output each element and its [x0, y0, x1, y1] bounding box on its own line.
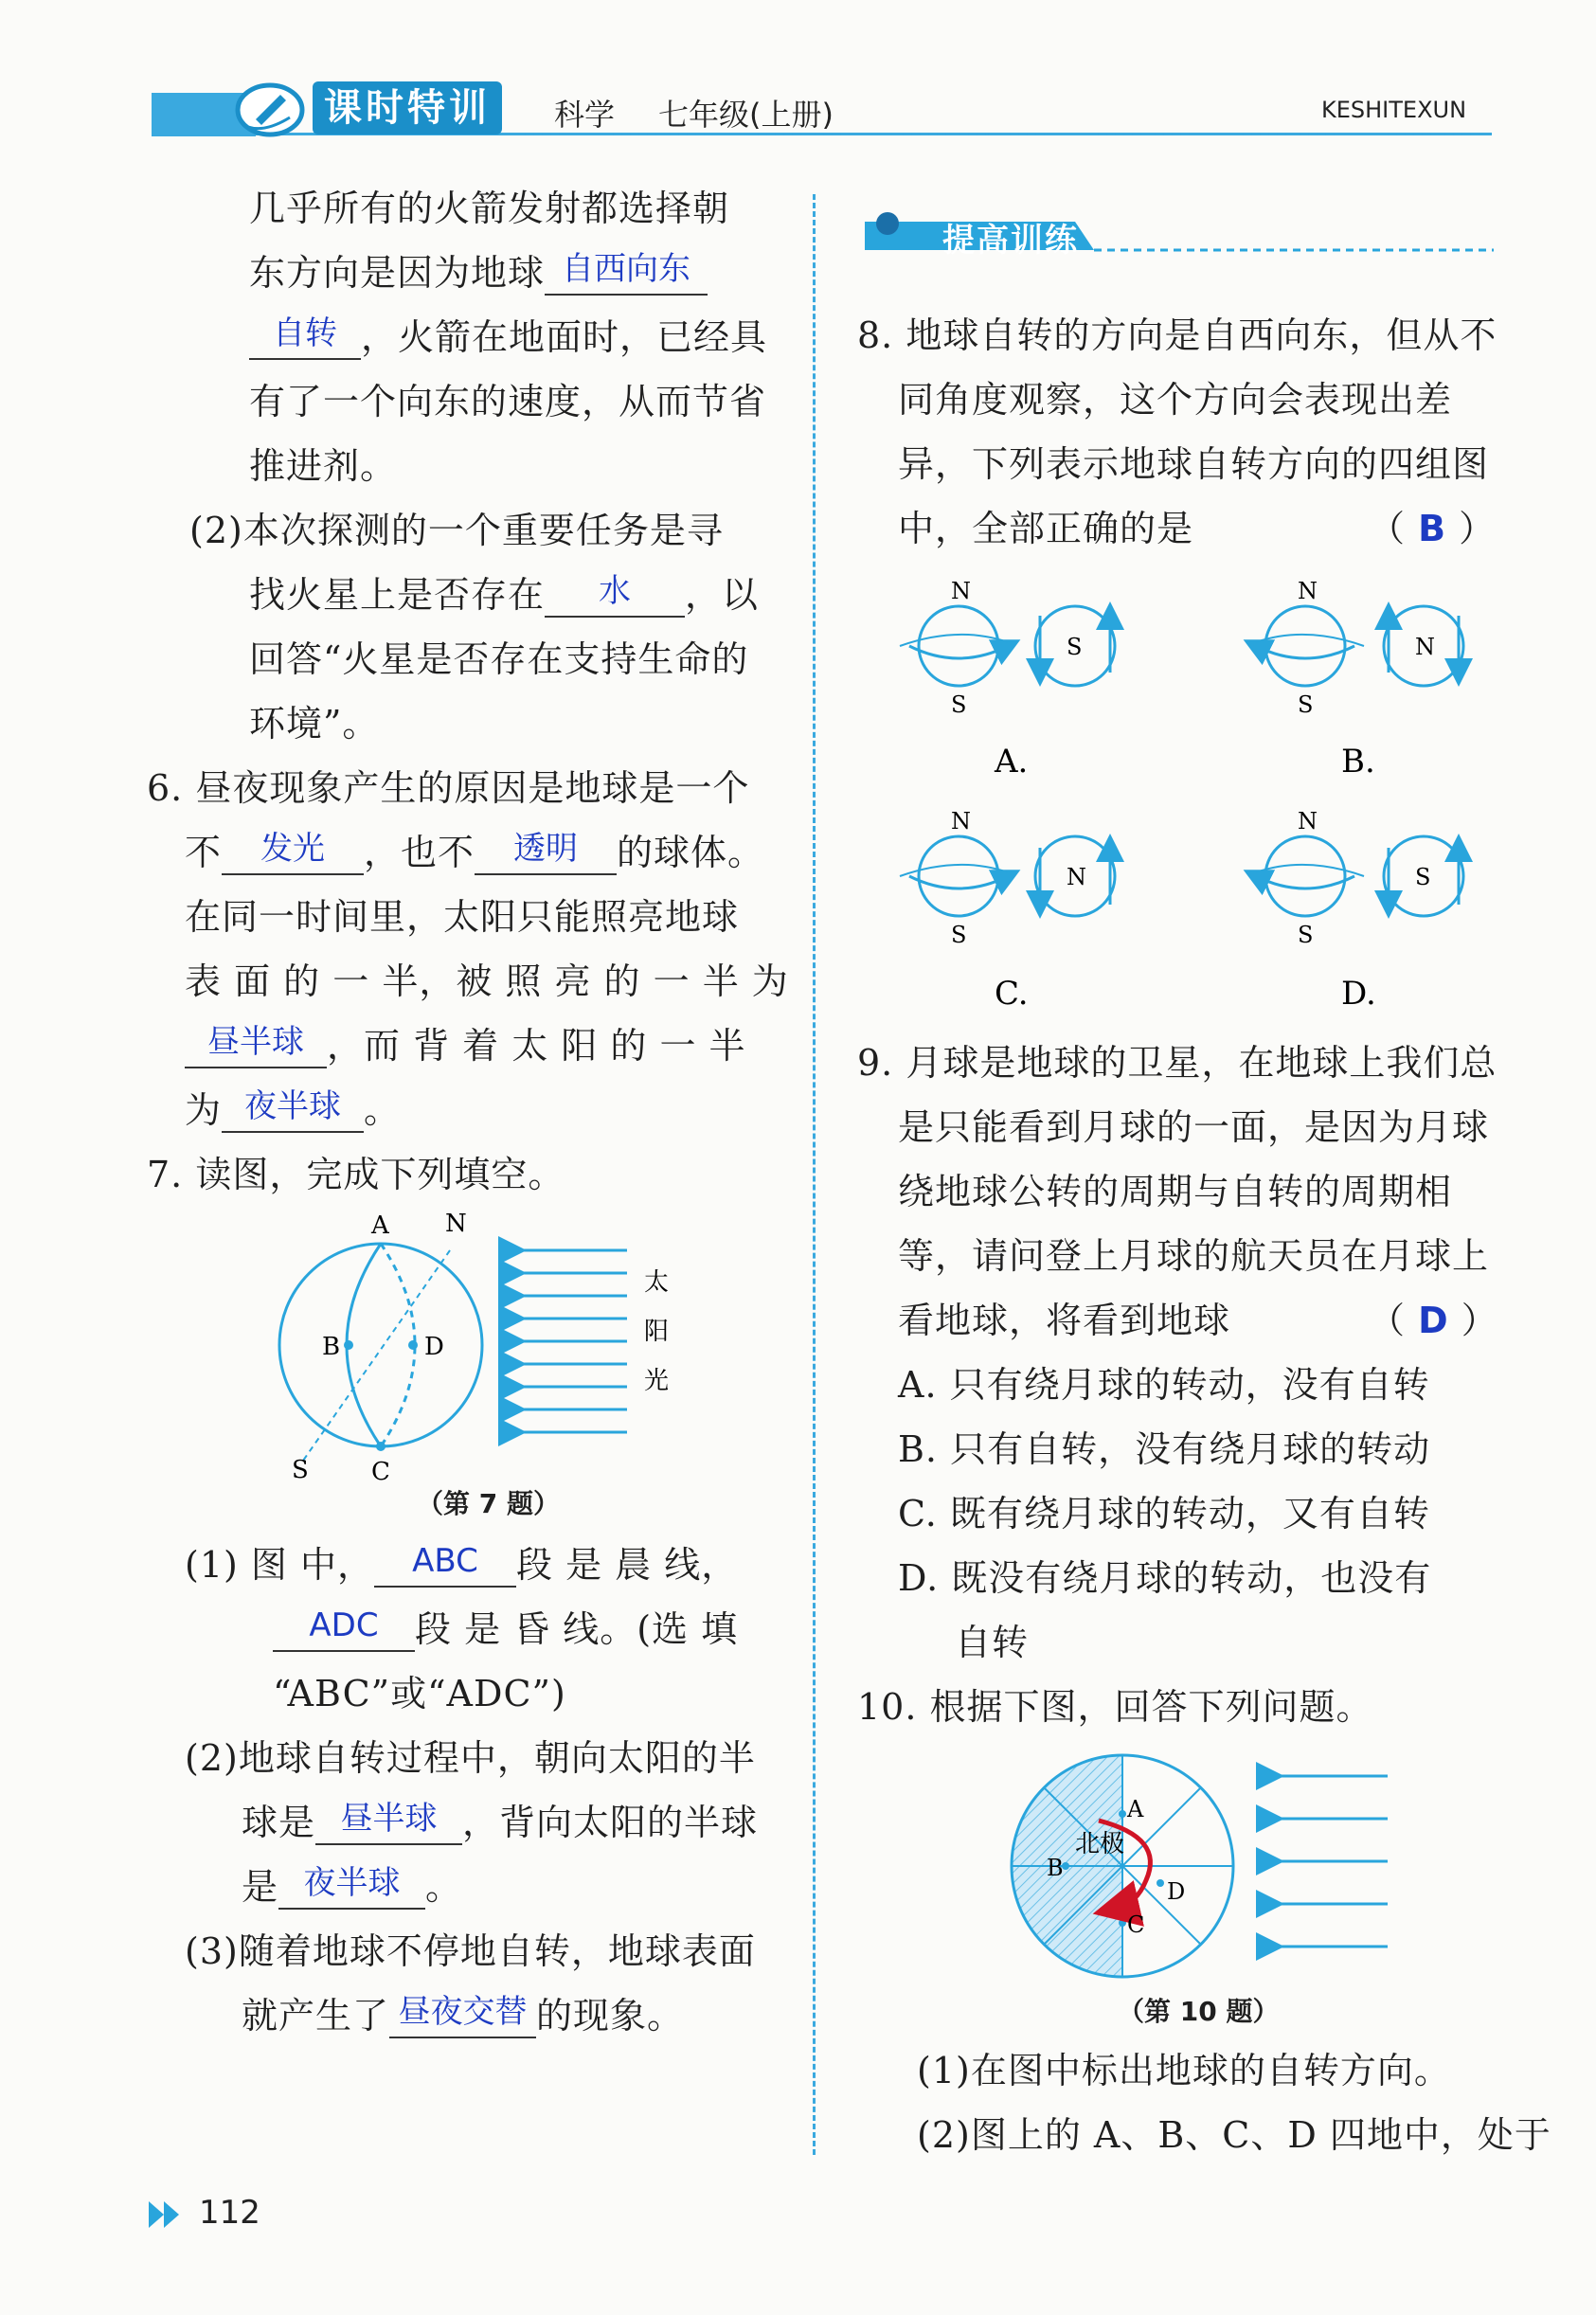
text-line: 同角度观察，这个方向会表现出差: [898, 379, 1453, 421]
answer-blank: 昼半球: [315, 1805, 462, 1845]
text-line: 回答“火星是否存在支持生命的: [249, 638, 749, 680]
text-line: 10. 根据下图，回答下列问题。: [857, 1686, 1373, 1728]
svg-text:C.: C.: [995, 975, 1029, 1013]
answer-blank: 昼夜交替: [389, 1999, 536, 2038]
point-c: [376, 1442, 386, 1451]
answer-blank: 发光: [222, 835, 364, 875]
label-north-pole: 北极: [1075, 1830, 1125, 1858]
figure-caption: （第 10 题）: [1118, 1996, 1280, 2027]
svg-text:A.: A.: [995, 743, 1029, 781]
text-line: 是只能看到月球的一面，是因为月球: [898, 1106, 1490, 1148]
figure-q8-rotation-options: [881, 568, 1497, 1023]
answer-blank: 水: [545, 578, 685, 618]
option-b-figure: [1256, 578, 1463, 781]
point-b: [344, 1340, 353, 1350]
text-line: (2)本次探测的一个重要任务是寻: [189, 510, 724, 551]
label-n: N: [445, 1212, 467, 1238]
text-line: 等，请问登上月球的航天员在月球上: [898, 1235, 1490, 1277]
svg-text:N: N: [1067, 864, 1086, 890]
svg-text:S: S: [951, 922, 967, 948]
text-line: 为 夜半球 。: [185, 1087, 402, 1131]
answer-blank: 自转: [249, 320, 361, 360]
text-line: 几乎所有的火箭发射都选择朝: [249, 188, 730, 229]
answer-blank: 自西向东: [545, 256, 708, 296]
text-line: (2)地球自转过程中，朝向太阳的半: [185, 1737, 756, 1779]
svg-text:S: S: [1298, 922, 1314, 948]
point-d: [408, 1340, 418, 1350]
text-line: (2)图上的 A、B、C、D 四地中，处于: [917, 2114, 1551, 2156]
text-line: 看地球，将看到地球: [898, 1300, 1231, 1341]
text-line: 东方向是因为地球 自西向东: [249, 250, 708, 296]
text-line: 表 面 的 一 半，被 照 亮 的 一 半 为: [185, 960, 789, 1002]
text-line: “ABC”或“ADC”): [273, 1673, 566, 1714]
label-guang: 光: [644, 1367, 670, 1395]
sunlight-arrows: [521, 1250, 627, 1432]
pen-logo-icon: [227, 76, 313, 138]
option-c-figure: [900, 808, 1115, 1013]
answer-blank: 夜半球: [278, 1870, 425, 1910]
option-a-figure: [900, 578, 1115, 781]
text-line: 环境”。: [249, 703, 380, 745]
svg-text:B.: B.: [1341, 743, 1375, 781]
svg-text:N: N: [1415, 634, 1435, 660]
option-d-cont: 自转: [955, 1622, 1030, 1663]
answer-blank: ADC: [273, 1612, 415, 1652]
answer-blank: 透明: [475, 835, 617, 875]
text-line: (1) 图 中， ABC 段 是 晨 线，: [185, 1542, 739, 1586]
answer-bracket: （ D ）: [1369, 1300, 1498, 1341]
label-yang: 阳: [644, 1318, 670, 1346]
grade-label: 七年级(上册): [658, 97, 834, 133]
option-b: B. 只有自转，没有绕月球的转动: [898, 1428, 1431, 1470]
text-line: 中，全部正确的是: [898, 508, 1194, 549]
option-d-figure: [1256, 808, 1463, 1013]
label-b: B: [1047, 1855, 1064, 1881]
earth-circle: [279, 1244, 482, 1446]
label-b: B: [322, 1333, 341, 1361]
label-d: D: [424, 1333, 444, 1361]
text-line: 异，下列表示地球自转方向的四组图: [898, 443, 1490, 485]
text-line: 6. 昼夜现象产生的原因是地球是一个: [147, 767, 750, 809]
text-line: 9. 月球是地球的卫星，在地球上我们总: [857, 1042, 1497, 1084]
label-a: A: [371, 1212, 389, 1240]
sunlight-arrows: [1279, 1776, 1388, 1947]
text-line: 是 夜半球 。: [242, 1864, 463, 1908]
label-d: D: [1167, 1878, 1186, 1905]
svg-text:N: N: [951, 578, 971, 604]
answer-bracket: （ B ）: [1369, 508, 1497, 549]
section-title: 提高训练: [942, 222, 1079, 260]
label-s: S: [292, 1456, 309, 1484]
answer-blank: ABC: [374, 1548, 516, 1588]
text-line: 自转 ，火箭在地面时，已经具: [249, 314, 767, 360]
svg-text:N: N: [1298, 808, 1318, 834]
text-line: (1)在图中标出地球的自转方向。: [917, 2050, 1451, 2091]
label-c: C: [1127, 1911, 1145, 1938]
text-line: 8. 地球自转的方向是自西向东，但从不: [857, 314, 1497, 356]
option-c: C. 既有绕月球的转动，又有自转: [898, 1493, 1430, 1534]
figure-caption: （第 7 题）: [417, 1488, 560, 1519]
text-line: 找火星上是否存在 水 ，以: [249, 572, 760, 616]
text-line: 绕地球公转的周期与自转的周期相: [898, 1171, 1453, 1212]
text-line: 球是 昼半球 ，背向太阳的半球: [242, 1800, 759, 1843]
figure-q10-polar-view: [1004, 1752, 1402, 1989]
page-number: 112: [199, 2194, 260, 2232]
subject-label: 科学: [554, 97, 616, 133]
svg-text:S: S: [1298, 691, 1314, 718]
text-line: 昼半球 ，而 背 着 太 阳 的 一 半: [185, 1023, 746, 1068]
text-line: 在同一时间里，太阳只能照亮地球: [185, 896, 740, 938]
text-line: 不 发光 ，也不 透明 的球体。: [185, 830, 765, 873]
answer-blank: 夜半球: [222, 1093, 364, 1133]
label-c: C: [371, 1458, 390, 1486]
svg-text:N: N: [1298, 578, 1318, 604]
label-a: A: [1127, 1796, 1144, 1822]
svg-text:D.: D.: [1341, 975, 1376, 1013]
svg-text:S: S: [1415, 864, 1431, 890]
text-line: 7. 读图，完成下列填空。: [147, 1154, 565, 1195]
double-chevron-icon: [147, 2198, 185, 2232]
column-divider: [813, 194, 816, 2155]
text-line: (3)随着地球不停地自转，地球表面: [185, 1930, 756, 1972]
svg-text:S: S: [951, 691, 967, 718]
text-line: ADC 段 是 昏 线。(选 填: [273, 1606, 738, 1652]
option-d: D. 既没有绕月球的转动，也没有: [898, 1557, 1432, 1599]
svg-text:N: N: [951, 808, 971, 834]
text-line: 推进剂。: [249, 445, 398, 487]
text-line: 就产生了 昼夜交替 的现象。: [242, 1993, 685, 2037]
pinyin-label: KESHITEXUN: [1321, 97, 1467, 123]
label-sun: 太: [644, 1268, 670, 1297]
brand-title: 课时特训: [313, 81, 502, 135]
text-line: 有了一个向东的速度，从而节省: [249, 381, 767, 422]
option-a: A. 只有绕月球的转动，没有自转: [898, 1364, 1430, 1406]
figure-q7-earth-illumination: [275, 1212, 682, 1487]
answer-blank: 昼半球: [185, 1029, 327, 1068]
svg-text:S: S: [1067, 634, 1083, 660]
